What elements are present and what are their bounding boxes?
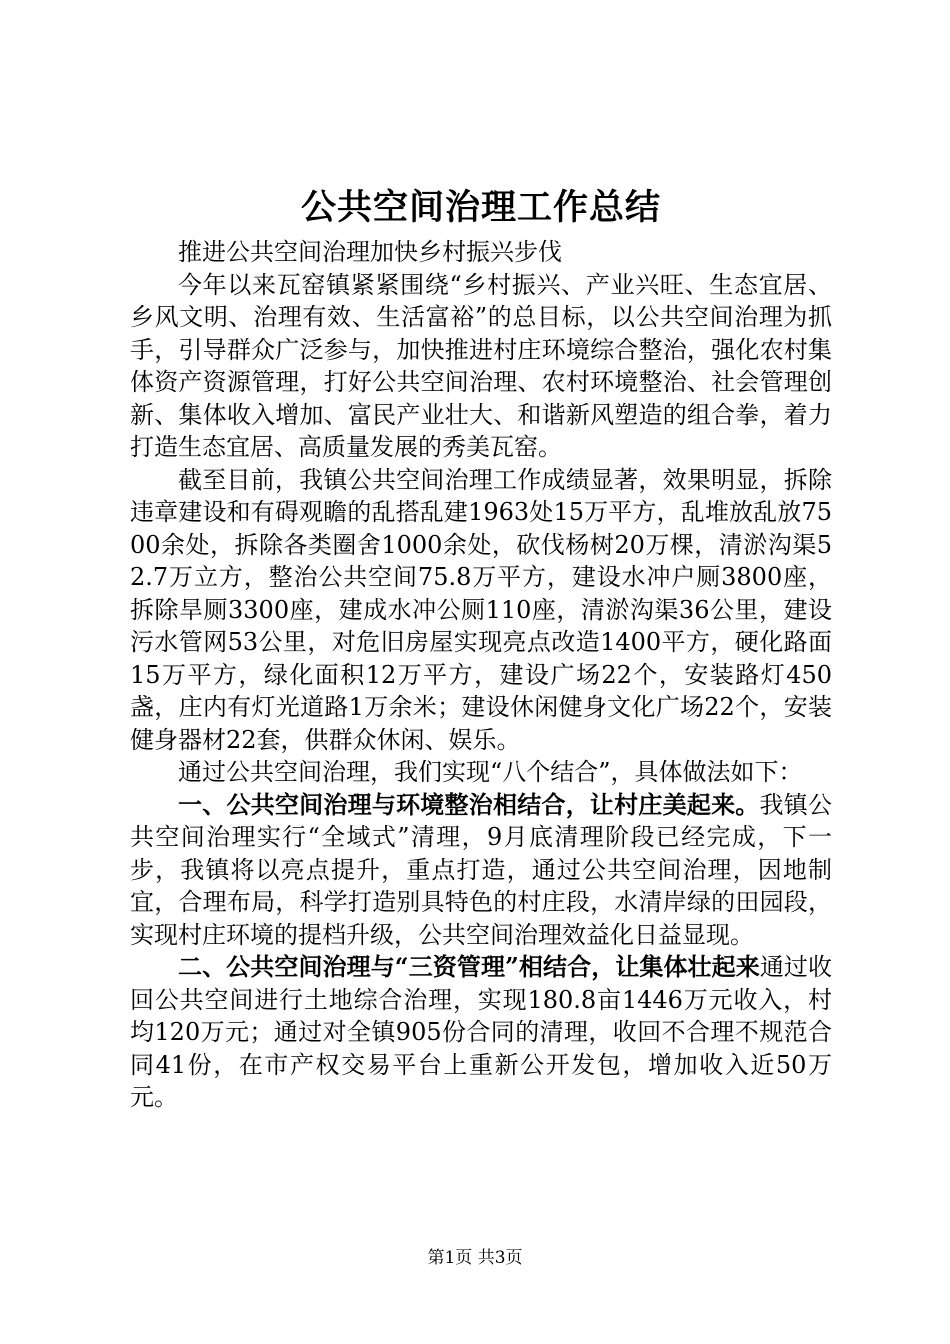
paragraph-achievements bbox=[130, 464, 832, 757]
section-heading: 一、公共空间治理与环境整治相结合，让村庄美起来。 bbox=[178, 789, 760, 819]
paragraph-text: 截至目前，我镇公共空间治理工作成绩显著，效果明显，拆除违章建设和有碍观瞻的乱搭乱建1963处15万平方，乱堆放乱放7500余处，拆除各类圈舍1000余处，砍伐杨树20万棵，清淤沟渠52.7万立方，整治公共空间75.8万平方，建设水冲户厕3800座，拆除旱厕3300座，建成水冲公厕110座，清淤沟渠36公里，建设污水管网53公里，对危旧房屋实现亮点改造1400平方，硬化路面15万平方，绿化面积12万平方，建设广场22个，安装路灯450盏，庄内有灯光道路1万余米；建设休闲健身文化广场22个，安装健身器材22套，供群众休闲、娱乐。 bbox=[130, 465, 832, 754]
paragraph-text: 通过收回公共空间进行土地综合治理，实现180.8亩1446万元收入，村均120万元；通过对全镇905份合同的清理，收回不合理不规范合同41份，在市产权交易平台上重新公开发包，增加收入近50万元。 bbox=[130, 953, 833, 1111]
document-subtitle: 推进公共空间治理加快乡村振兴步伐 bbox=[178, 238, 562, 266]
paragraph-text: 我镇公共空间治理实行“全域式”清理，9月底清理阶段已经完成，下一步，我镇将以亮点提升，重点打造，通过公共空间治理，因地制宜，合理布局，科学打造别具特色的村庄段，水清岸绿的田园段，实现村庄环境的提档升级，公共空间治理效益化日益显现。 bbox=[130, 790, 833, 949]
paragraph-text: 今年以来瓦窑镇紧紧围绕“乡村振兴、产业兴旺、生态宜居、乡风文明、治理有效、生活富裕”的总目标，以公共空间治理为抓手，引导群众广泛参与，加快推进村庄环境综合整治，强化农村集体资产资源管理，打好公共空间治理、农村环境整治、社会管理创新、集体收入增加、富民产业壮大、和谐新风塑造的组合拳，着力打造生态宜居、高质量发展的秀美瓦窑。 bbox=[130, 270, 832, 461]
document-page bbox=[130, 182, 832, 1114]
document-title: 公共空间治理工作总结 bbox=[300, 187, 661, 228]
page-number-footer: 第1页 共3页 bbox=[427, 1248, 523, 1268]
section-heading: 二、公共空间治理与“三资管理”相结合，让集体壮起来 bbox=[178, 952, 760, 981]
paragraph-intro bbox=[130, 269, 832, 464]
paragraph-section-one bbox=[130, 789, 832, 952]
paragraph-methods-intro bbox=[130, 756, 832, 789]
paragraph-text: 通过公共空间治理，我们实现“八个结合”，具体做法如下： bbox=[178, 758, 803, 786]
paragraph-section-two bbox=[130, 951, 832, 1114]
